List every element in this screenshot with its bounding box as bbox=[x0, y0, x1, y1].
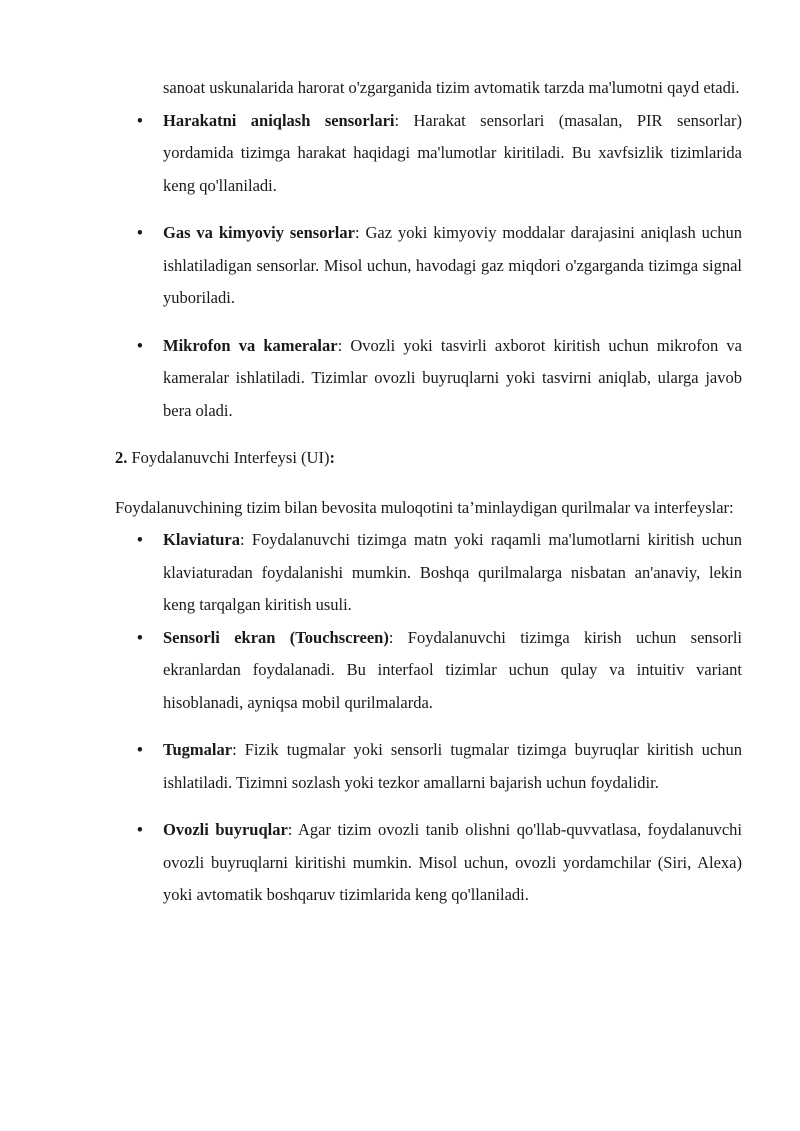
list-item bbox=[115, 734, 742, 799]
bullet-icon: • bbox=[137, 223, 143, 242]
ui-device-list bbox=[115, 524, 742, 912]
bullet-icon: • bbox=[137, 530, 143, 549]
list-item bbox=[115, 524, 742, 622]
list-item bbox=[115, 814, 742, 912]
list-item-term: Klaviatura bbox=[163, 530, 240, 549]
section-heading bbox=[115, 442, 742, 475]
list-item-term: Harakatni aniqlash sensorlari bbox=[163, 110, 395, 130]
list-item-separator: : bbox=[240, 530, 245, 549]
list-item-text: Harakat sensorlari (masalan, PIR sensorlar) yordamida tizimga harakat haqidagi ma'lumotlar kiritiladi. Bu xavfsizlik tizimlarida keng qo'llaniladi. bbox=[163, 110, 742, 195]
list-item-term: Sensorli ekran (Touchscreen) bbox=[163, 627, 389, 647]
list-item-term: Mikrofon va kameralar bbox=[163, 335, 338, 355]
list-item-separator: : bbox=[287, 820, 293, 839]
bullet-icon: • bbox=[137, 820, 143, 839]
section-title: Foydalanuvchi Interfeysi (UI) bbox=[127, 448, 330, 467]
list-item-separator: : bbox=[388, 627, 394, 647]
bullet-icon: • bbox=[137, 740, 143, 759]
list-item-separator: : bbox=[394, 110, 400, 130]
section-number: 2. bbox=[115, 448, 128, 467]
list-item bbox=[115, 622, 742, 720]
bullet-icon: • bbox=[137, 335, 143, 355]
section-colon: : bbox=[329, 448, 335, 467]
list-item-term: Ovozli buyruqlar bbox=[163, 820, 288, 839]
list-item-text: Agar tizim ovozli tanib olishni qo'llab-quvvatlasa, foydalanuvchi ovozli buyruqlarni kiritishi mumkin. Misol uchun, ovozli yordamchilar (Siri, Alexa) yoki avtomatik boshqaruv tizimlarida keng qo'llaniladi. bbox=[163, 820, 743, 904]
list-item-text: Foydalanuvchi tizimga matn yoki raqamli ma'lumotlarni kiritish uchun klaviaturadan foydalanishi mumkin. Boshqa qurilmalarga nisbatan an'anaviy, lekin keng tarqalgan kiritish usuli. bbox=[163, 530, 742, 614]
list-item bbox=[115, 217, 742, 315]
list-item-text: Gaz yoki kimyoviy moddalar darajasini aniqlash uchun ishlatiladigan sensorlar. Misol uchun, havodagi gaz miqdori o'zgarganda tizimga signal yuboriladi. bbox=[163, 223, 742, 307]
list-item-text: Fizik tugmalar yoki sensorli tugmalar tizimga buyruqlar kiritish uchun ishlatiladi. Tizimni sozlash yoki tezkor amallarni bajarish uchun foydalidir. bbox=[163, 740, 742, 792]
intro-paragraph: Foydalanuvchining tizim bilan bevosita muloqotini ta’minlaydigan qurilmalar va interfeyslar: bbox=[115, 497, 734, 517]
list-item-term: Tugmalar bbox=[163, 740, 233, 759]
list-item bbox=[115, 330, 742, 428]
bullet-icon: • bbox=[137, 110, 143, 130]
list-item-text: Ovozli yoki tasvirli axborot kiritish uchun mikrofon va kameralar ishlatiladi. Tizimlar ovozli buyruqlarni yoki tasvirni aniqlab, ularga javob bera oladi. bbox=[163, 335, 743, 420]
list-item-text: Foydalanuvchi tizimga kirish uchun sensorli ekranlardan foydalanadi. Bu interfaol tizimlar uchun qulay va intuitiv variant hisoblanadi, ayniqsa mobil qurilmalarda. bbox=[163, 627, 742, 712]
list-item-term: Gas va kimyoviy sensorlar bbox=[163, 223, 355, 242]
list-item-separator: : bbox=[232, 740, 237, 759]
document-content bbox=[115, 72, 742, 912]
bullet-icon: • bbox=[137, 627, 143, 647]
list-item-separator: : bbox=[354, 223, 360, 242]
sensor-list bbox=[115, 105, 742, 428]
list-item-separator: : bbox=[337, 335, 343, 355]
continuation-paragraph: sanoat uskunalarida harorat o'zgarganida tizim avtomatik tarzda ma'lumotni qayd etadi. bbox=[163, 78, 740, 97]
list-item bbox=[115, 105, 742, 203]
